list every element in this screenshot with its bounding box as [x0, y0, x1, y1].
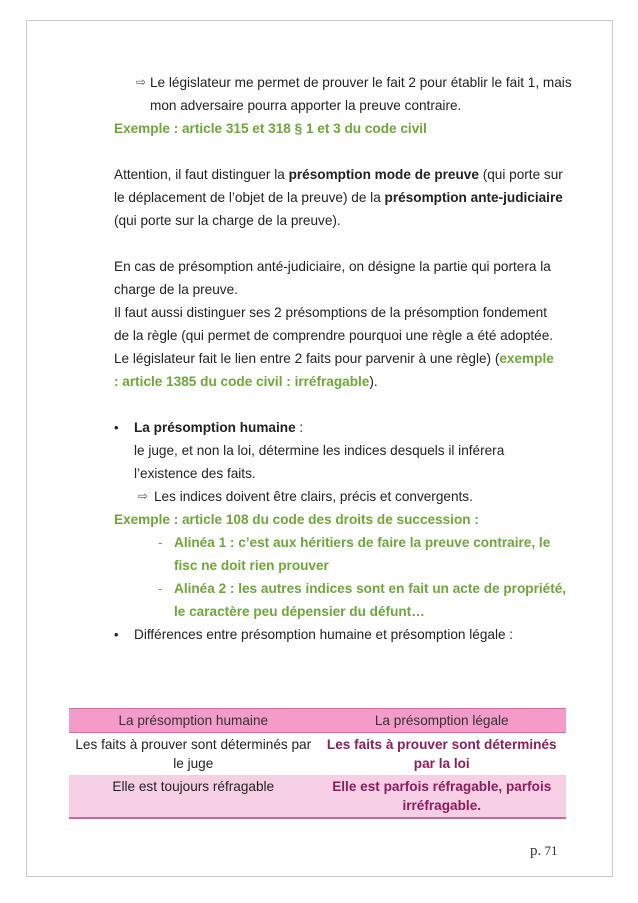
arrow-paragraph-indices — [114, 485, 584, 508]
page-number — [530, 843, 558, 860]
table-cell: Elle est parfois réfragable, parfois irréfragable. — [318, 775, 567, 818]
table-cell: Elle est toujours réfragable — [69, 775, 318, 818]
paragraph-fondement — [114, 301, 584, 393]
document-body — [114, 71, 584, 646]
bullet-differences — [114, 623, 584, 646]
example-article-315: Exemple : article 315 et 318 § 1 et 3 du code civil — [114, 121, 427, 136]
paragraph-text: (qui porte sur le déplacement de l’objet de la preuve) de la — [114, 167, 563, 205]
bold-term-mode-de-preuve: présomption mode de preuve — [288, 167, 479, 182]
bullet-colon: : — [295, 420, 304, 435]
dash-marker: - — [158, 535, 163, 550]
arrow-right-icon: ⇨ — [138, 489, 149, 503]
example-article-1385: exemple : article 1385 du code civil : irréfragable — [114, 351, 554, 389]
example-article-108: Exemple : article 108 du code des droits de succession : — [114, 512, 479, 527]
dash-item-alinea-2 — [114, 577, 584, 623]
table-header-cell: La présomption légale — [318, 709, 567, 733]
paragraph-text: (qui porte sur la charge de la preuve). — [114, 213, 341, 228]
dash-item-alinea-1 — [114, 531, 584, 577]
table-cell: Les faits à prouver sont déterminés par le juge — [69, 733, 318, 776]
page-number-prefix: p. — [530, 843, 542, 859]
spacer — [114, 393, 584, 416]
dash-item-text: Alinéa 2 : les autres indices sont en fait un acte de propriété, le caractère peu dépensier du défunt… — [174, 581, 567, 619]
bullet-text: Différences entre présomption humaine et présomption légale : — [134, 627, 514, 642]
paragraph-ante-judiciaire: En cas de présomption anté-judiciaire, on désigne la partie qui portera la charge de la preuve. — [114, 259, 551, 297]
arrow-paragraph-text: Les indices doivent être clairs, précis et convergents. — [154, 489, 473, 504]
table-cell: Les faits à prouver sont déterminés par la loi — [318, 733, 567, 776]
bullet-icon: • — [114, 420, 119, 435]
spacer — [114, 140, 584, 163]
bullet-presomption-humaine — [114, 416, 584, 439]
table-header-row — [69, 709, 566, 733]
bullet-title: La présomption humaine — [134, 420, 296, 435]
table-row — [69, 733, 566, 776]
paragraph-text: Attention, il faut distinguer la — [114, 167, 289, 182]
arrow-paragraph — [114, 71, 584, 117]
dash-marker: - — [158, 581, 163, 596]
paragraph-text: Il faut aussi distinguer ses 2 présomptions de la présomption fondement de la règle (qui permet de comprendre pourquoi une règle a été adoptée. Le législateur fait le lien entre 2 faits pour parvenir à une règle) ( — [114, 305, 554, 366]
spacer — [114, 232, 584, 255]
bullet-description: le juge, et non la loi, détermine les indices desquels il inférera l’existence des faits. — [134, 443, 505, 481]
arrow-right-icon: ⇨ — [136, 75, 147, 89]
comparison-table — [69, 708, 566, 819]
paragraph-distinction — [114, 163, 584, 232]
paragraph-text: ). — [369, 374, 378, 389]
arrow-paragraph-text: Le législateur me permet de prouver le fait 2 pour établir le fait 1, mais mon adversaire pourra apporter la preuve contraire. — [150, 75, 572, 113]
bold-term-ante-judiciaire: présomption ante-judiciaire — [384, 190, 563, 205]
page-number-value: 71 — [544, 843, 558, 858]
table-row — [69, 775, 566, 818]
bullet-icon: • — [114, 627, 119, 642]
dash-item-text: Alinéa 1 : c’est aux héritiers de faire la preuve contraire, le fisc ne doit rien prouver — [174, 535, 551, 573]
table-header-cell: La présomption humaine — [69, 709, 318, 733]
